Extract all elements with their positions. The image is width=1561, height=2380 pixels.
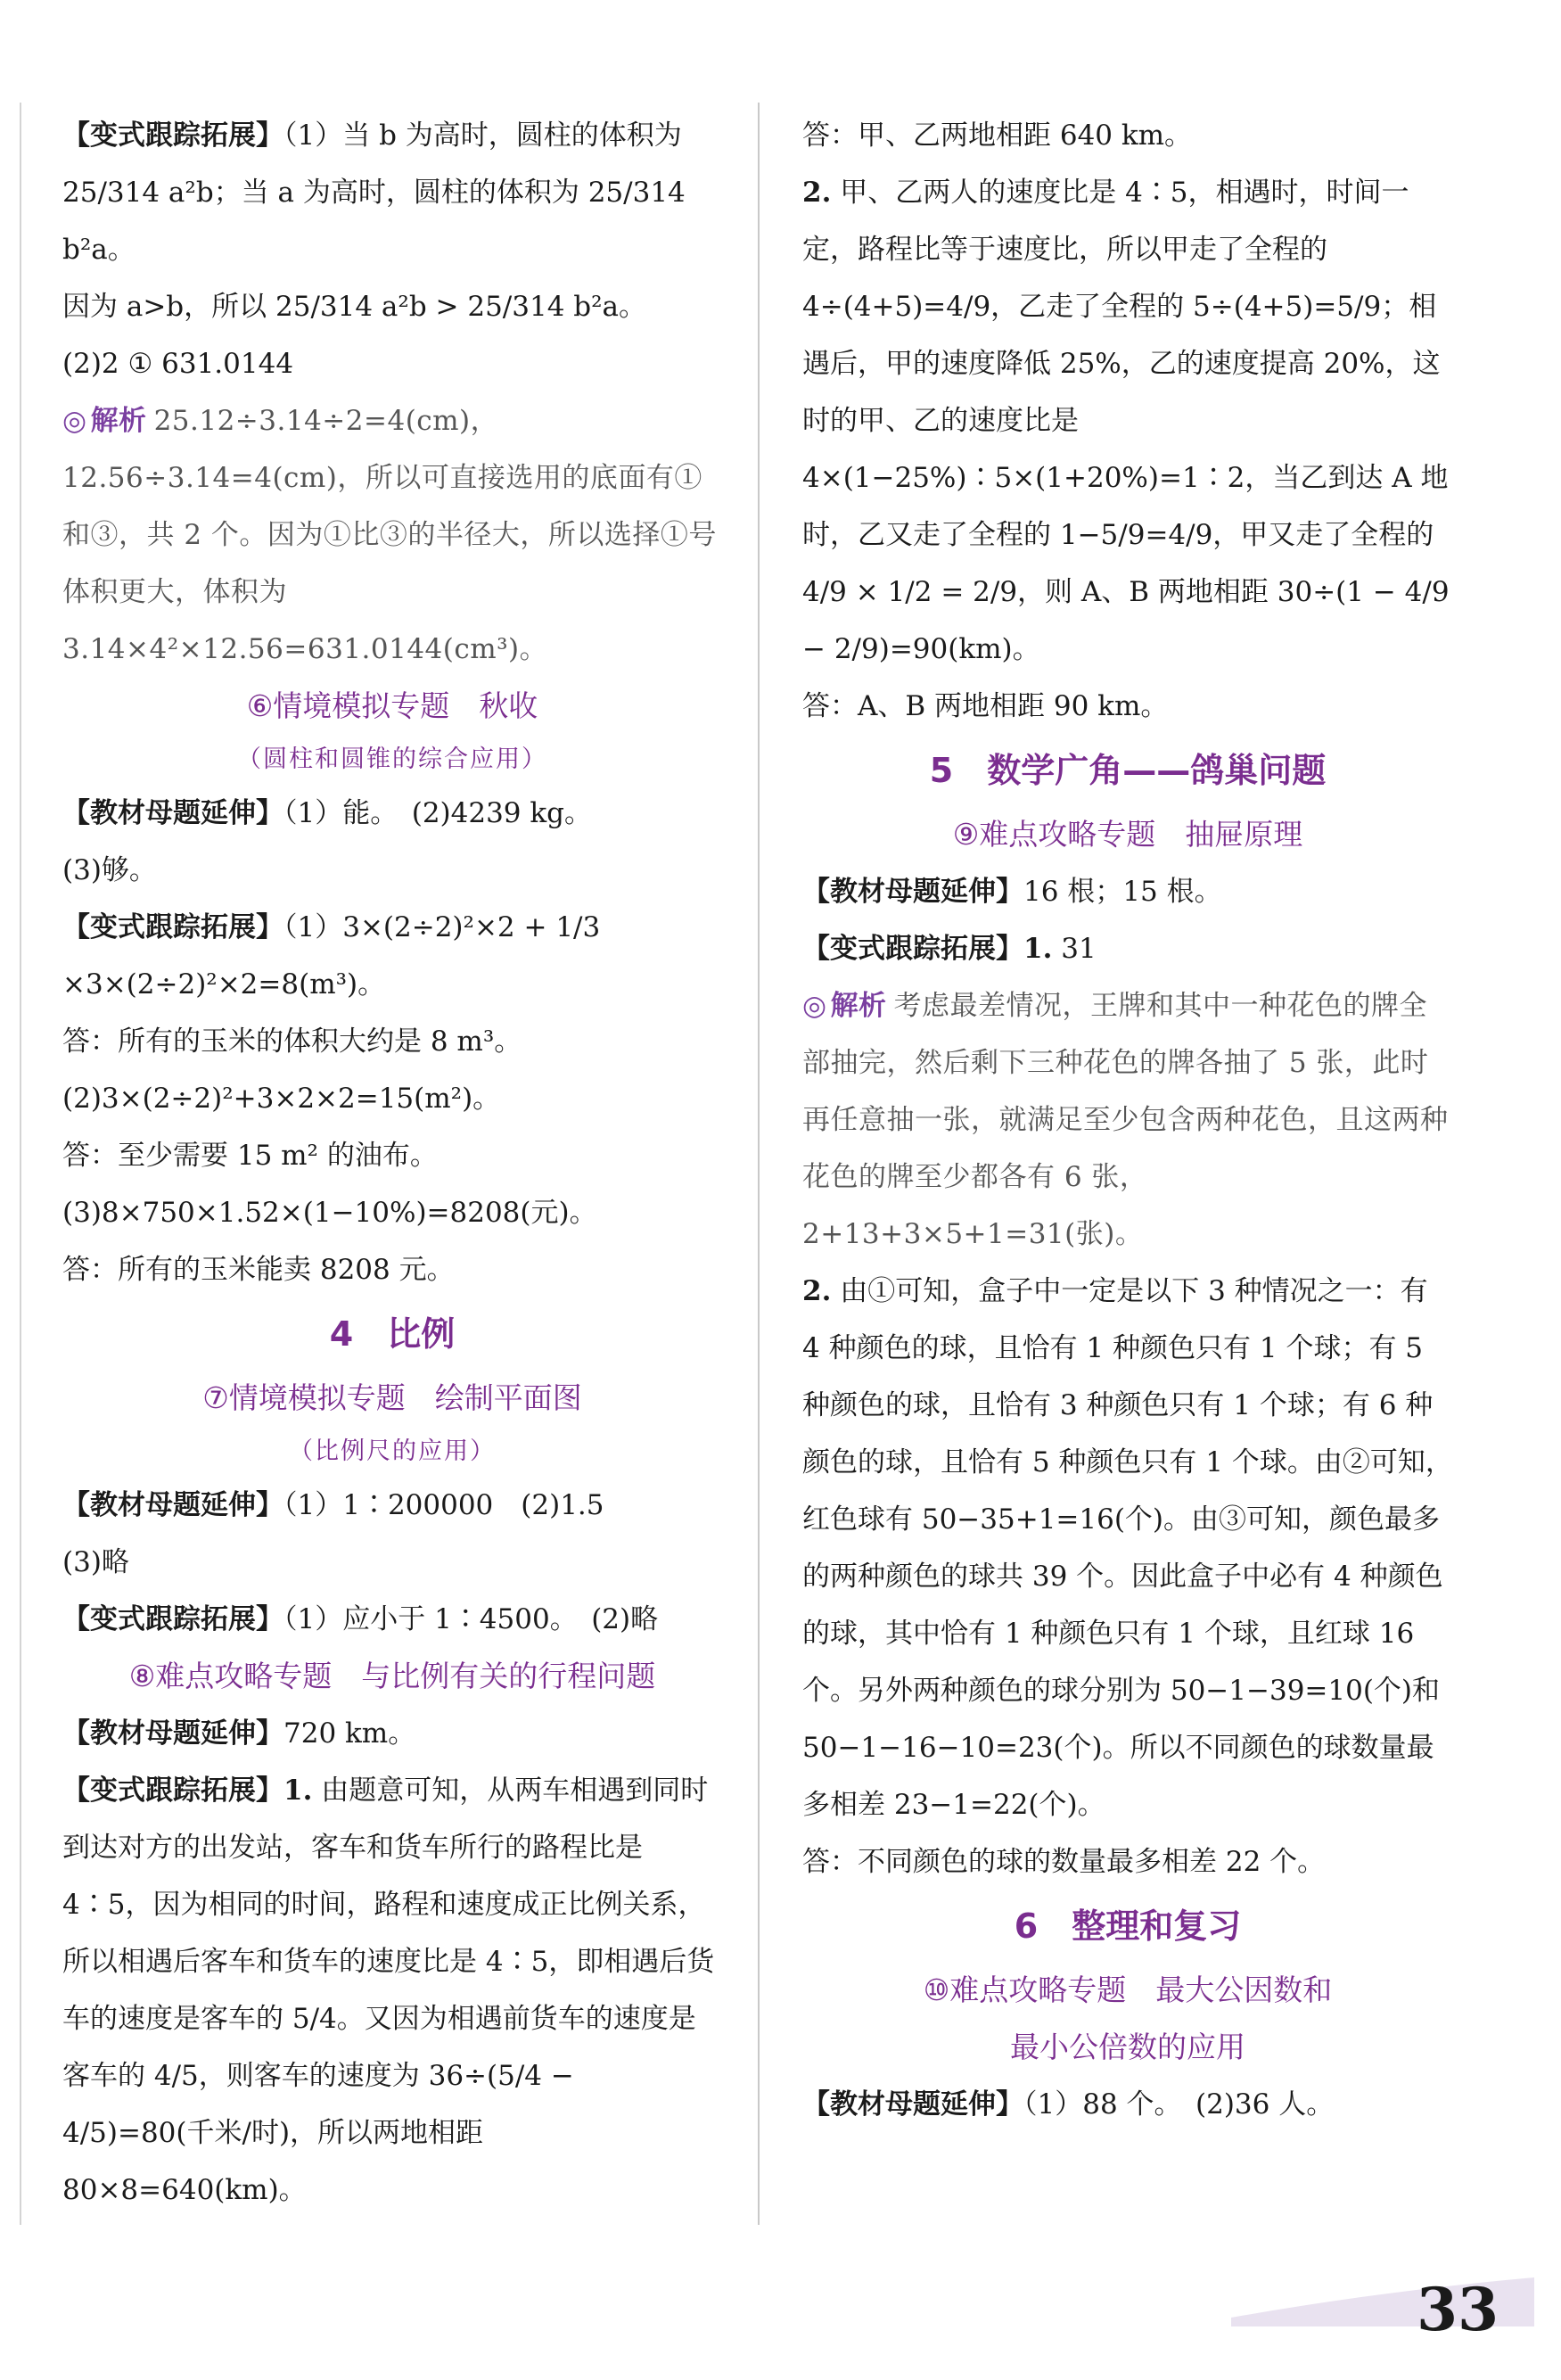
answer-text: 因为 a>b，所以 25/314 a²b > 25/314 b²a。 [62,291,647,323]
analysis-paragraph [802,977,1453,1263]
item-number: 1. [283,1775,313,1807]
answer-paragraph [62,1477,722,1534]
section-heading: ⑥情境模拟专题 秋收 [246,688,538,723]
answer-text: (3)略 [62,1546,129,1578]
answer-text: （1）3×(2÷2)²×2 + 1/3 ×3×(2÷2)²×2=8(m³)。 [62,911,601,1001]
analysis-label: 解析 [90,405,147,437]
answer-text: (2)2 ① 631.0144 [62,348,294,380]
answer-paragraph [62,1705,722,1762]
answer-paragraph [62,899,722,1013]
page-number: 33 [1417,2275,1499,2344]
answer-paragraph [62,842,722,899]
chapter-heading: 5 数学广角——鸽巢问题 [929,751,1327,790]
section-subtitle: （比例尺的应用） [289,1437,496,1465]
analysis-icon: ◎ [62,405,87,437]
answer-text: 31 [1061,933,1097,965]
analysis-paragraph [62,392,722,678]
answer-paragraph [62,1184,722,1241]
answer-paragraph [802,1833,1453,1890]
answer-tag: 【教材母题延伸】 [62,1717,283,1750]
answer-text: (2)3×(2÷2)²+3×2×2=15(m²)。 [62,1083,501,1115]
answer-paragraph [802,2076,1453,2133]
item-number: 2. [802,1275,832,1307]
answer-text: 答：至少需要 15 m² 的油布。 [62,1140,438,1172]
answer-tag: 【变式跟踪拓展】 [62,911,283,943]
answer-text: 由题意可知，从两车相遇到同时到达对方的出发站，客车和货车所行的路程比是 4∶5，因为相同的时间，路程和速度成正比例关系，所以相遇后客车和货车的速度比是 4∶5，即相遇后货车的速度是客车的 5/4。又因为相遇前货车的速度是客车的 4/5，则客车的速度为 36÷(5/4 − 4/5)=80(千米/时)，所以两地相距 80×8=640(km)。 [62,1775,715,2206]
answer-paragraph [62,335,722,392]
answer-paragraph [62,1762,722,2219]
answer-paragraph [802,164,1453,678]
section-heading: ⑧难点攻略专题 与比例有关的行程问题 [128,1659,656,1693]
answer-tag: 【教材母题延伸】 [802,2088,1023,2121]
answer-paragraph [802,920,1453,977]
section-heading: 最小公倍数的应用 [1010,2030,1245,2064]
answer-text: (3)够。 [62,854,157,886]
chapter-heading: 6 整理和复习 [1014,1906,1242,1946]
answer-text: 答：不同颜色的球的数量最多相差 22 个。 [802,1846,1326,1878]
answer-text: （1）88 个。 (2)36 人。 [1023,2088,1335,2121]
answer-text: (3)8×750×1.52×(1−10%)=8208(元)。 [62,1197,597,1229]
answer-tag: 【变式跟踪拓展】 [802,933,1023,965]
answer-paragraph [62,1534,722,1591]
answer-text: 答：所有的玉米能卖 8208 元。 [62,1254,455,1286]
answer-text: （1）应小于 1∶4500。 (2)略 [283,1603,659,1635]
answer-text: 甲、乙两人的速度比是 4∶5，相遇时，时间一定，路程比等于速度比，所以甲走了全程的 4÷(4+5)=4/9，乙走了全程的 5÷(4+5)=5/9；相遇后，甲的速度降低 25%，乙的速度提高 20%，这时的甲、乙的速度比是 4×(1−25%)∶5×(1+20%)=1∶2，当乙到达 A 地时，乙又走了全程的 1−5/9=4/9，甲又走了全程的 4/9 × 1/2 = 2/9，则 A、B 两地相距 30÷(1 − 4/9 − 2/9)=90(km)。 [802,177,1450,665]
section-heading: ⑨难点攻略专题 抽屉原理 [952,817,1303,852]
answer-tag: 【教材母题延伸】 [62,797,283,829]
answer-paragraph [62,785,722,842]
section-heading: ⑦情境模拟专题 绘制平面图 [202,1380,582,1415]
answer-tag: 【教材母题延伸】 [62,1489,283,1521]
answer-text: 答：A、B 两地相距 90 km。 [802,690,1169,722]
analysis-text: 25.12÷3.14÷2=4(cm)，12.56÷3.14=4(cm)，所以可直接选用的底面有①和③，共 2 个。因为①比③的半径大，所以选择①号体积更大，体积为 3.14×4²×12.56=631.0144(cm³)。 [62,405,717,665]
answer-text: 720 km。 [283,1717,416,1750]
left-margin-rule [20,103,21,2225]
answer-paragraph [802,863,1453,920]
right-column [802,107,1453,2133]
column-divider [758,103,760,2225]
analysis-text: 考虑最差情况，王牌和其中一种花色的牌全部抽完，然后剩下三种花色的牌各抽了 5 张，此时再任意抽一张，就满足至少包含两种花色，且这两种花色的牌至少都各有 6 张，2+13+3×5+1=31(张)。 [802,990,1449,1250]
answer-paragraph [62,107,722,278]
answer-text: （1）当 b 为高时，圆柱的体积为 25/314 a²b；当 a 为高时，圆柱的体积为 25/314 b²a。 [62,119,686,266]
item-number: 2. [802,177,832,209]
answer-paragraph [62,1070,722,1127]
answer-text: （1）能。 (2)4239 kg。 [283,797,593,829]
answer-paragraph [62,1591,722,1648]
answer-tag: 【变式跟踪拓展】 [62,119,283,152]
answer-text: （1）1∶200000 (2)1.5 [283,1489,604,1521]
left-column [62,107,722,2219]
answer-paragraph [62,1127,722,1184]
section-subtitle: （圆柱和圆锥的综合应用） [237,745,547,773]
answer-text: 由①可知，盒子中一定是以下 3 种情况之一：有 4 种颜色的球，且恰有 1 种颜色只有 1 个球；有 5 种颜色的球，且恰有 3 种颜色只有 1 个球；有 6 种颜色的球，且恰有 5 种颜色只有 1 个球。由②可知，红色球有 50−35+1=16(个)。由③可知，颜色最多的两种颜色的球共 39 个。因此盒子中必有 4 种颜色的球，其中恰有 1 种颜色只有 1 个球，且红球 16 个。另外两种颜色的球分别为 50−1−39=10(个)和 50−1−16−10=23(个)。所以不同颜色的球数量最多相差 23−1=22(个)。 [802,1275,1453,1821]
answer-paragraph [802,107,1453,164]
answer-paragraph [802,678,1453,735]
answer-paragraph [62,1241,722,1298]
answer-text: 16 根；15 根。 [1023,876,1222,908]
analysis-label: 解析 [830,990,887,1022]
answer-tag: 【教材母题延伸】 [802,876,1023,908]
chapter-heading: 4 比例 [329,1314,456,1354]
answer-text: 答：甲、乙两地相距 640 km。 [802,119,1193,152]
section-heading: ⑩难点攻略专题 最大公因数和 [923,1972,1333,2007]
answer-tag: 【变式跟踪拓展】 [62,1775,283,1807]
answer-paragraph [802,1263,1453,1833]
answer-paragraph [62,278,722,335]
answer-text: 答：所有的玉米的体积大约是 8 m³。 [62,1025,522,1058]
item-number: 1. [1023,933,1053,965]
answer-paragraph [62,1013,722,1070]
analysis-icon: ◎ [802,990,827,1022]
answer-tag: 【变式跟踪拓展】 [62,1603,283,1635]
